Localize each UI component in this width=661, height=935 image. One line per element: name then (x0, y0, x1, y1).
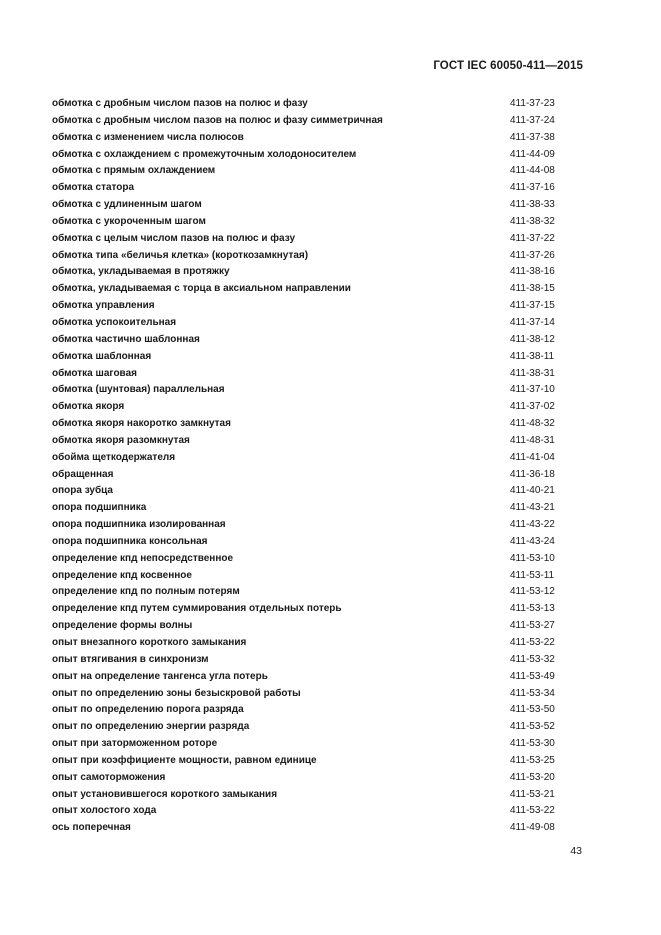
index-entry-term: опыт внезапного короткого замыкания (52, 637, 247, 648)
index-entry-code: 411-43-24 (510, 535, 555, 547)
index-entry (52, 349, 562, 366)
index-entry-term: обмотка частично шаблонная (52, 333, 200, 345)
index-entry-term: обмотка с охлаждением с промежуточным холодоносителем (52, 148, 357, 160)
index-entry (52, 770, 562, 787)
index-entry-term: обмотка с укороченным шагом (52, 215, 206, 227)
index-entry (52, 635, 562, 652)
index-entry-code: 411-38-11 (510, 350, 555, 362)
index-entry-term: опора подшипника (52, 502, 147, 514)
index-entry (52, 264, 562, 281)
index-entry (52, 180, 562, 197)
index-entry-term: обращенная (52, 468, 114, 480)
index-entry (52, 113, 562, 130)
index-entry (52, 399, 562, 416)
index-entry-term: обмотка успокоительная (52, 316, 177, 328)
index-entry-code: 411-53-13 (510, 603, 555, 615)
index-entry (52, 416, 562, 433)
index-entry (52, 433, 562, 450)
index-entry-term: опыт установившегося короткого замыкания (52, 788, 278, 800)
index-entry-code: 411-43-22 (510, 519, 555, 531)
index-entry (52, 483, 562, 500)
index-entry-code: 411-44-08 (510, 165, 555, 177)
index-entry-code: 411-53-49 (510, 670, 555, 682)
index-entry-term: обмотка якоря накоротко замкнутая (52, 418, 231, 430)
index-entry (52, 787, 562, 804)
index-entry-term: определение кпд косвенное (52, 569, 192, 581)
index-entry-term: обмотка с дробным числом пазов на полюс и фазу (52, 98, 308, 109)
index-entry-term: опыт по определению зоны безыскровой работы (52, 687, 301, 699)
index-entry-term: обмотка шаблонная (52, 350, 152, 362)
index-entry-code: 411-53-12 (510, 586, 555, 598)
index-entry-code: 411-38-31 (510, 367, 555, 379)
index-entry-code: 411-37-02 (510, 401, 555, 413)
index-entry-term: определение кпд по полным потерям (52, 586, 240, 598)
index-entry (52, 214, 562, 231)
index-entry-code: 411-53-30 (510, 738, 555, 750)
index-entry-code: 411-37-38 (510, 131, 555, 143)
index-entry-code: 411-43-21 (510, 502, 555, 514)
index-entry (52, 686, 562, 703)
index-entry-term: опыт при заторможенном роторе (52, 738, 218, 750)
index-entry-term: обмотка с удлиненным шагом (52, 199, 202, 211)
index-entry (52, 130, 562, 147)
index-entry-code: 411-48-31 (510, 434, 555, 446)
index-entry-code: 411-37-26 (510, 249, 555, 261)
index-entry-code: 411-41-04 (510, 451, 555, 463)
index-entry-code: 411-53-11 (510, 569, 555, 581)
page-number: 43 (570, 845, 582, 857)
index-entry-code: 411-37-16 (510, 182, 555, 194)
index-entry (52, 568, 562, 585)
index-entry (52, 534, 562, 551)
index-entry-code: 411-37-22 (510, 232, 555, 244)
index-entry-code: 411-37-14 (510, 316, 555, 328)
index-entry (52, 248, 562, 265)
index-entry (52, 500, 562, 517)
index-entry-code: 411-48-32 (510, 418, 555, 430)
index-entry-term: обмотка статора (52, 182, 135, 194)
index-entry (52, 618, 562, 635)
index-entry-term: опыт самоторможения (52, 771, 166, 783)
index-entry-code: 411-38-33 (510, 199, 555, 211)
index-entry-term: обойма щеткодержателя (52, 451, 176, 463)
index-entry (52, 820, 562, 837)
index-entry (52, 803, 562, 820)
index-entry (52, 147, 562, 164)
index-entry-code: 411-53-10 (510, 552, 555, 564)
index-entry-code: 411-40-21 (510, 485, 555, 497)
index-entry-term: обмотка управления (52, 300, 155, 312)
index-entry-term: опора подшипника изолированная (52, 519, 226, 531)
index-entry (52, 298, 562, 315)
document-header: ГОСТ IEC 60050-411—2015 (433, 60, 583, 72)
index-entry (52, 669, 562, 686)
index-entry (52, 163, 562, 180)
index-entry-code: 411-53-52 (510, 721, 555, 733)
index-entry-code: 411-37-24 (510, 114, 555, 126)
index-entry-code: 411-53-34 (510, 687, 555, 699)
index-entry (52, 736, 562, 753)
index-entry-code: 411-37-10 (510, 384, 555, 396)
index-entry-code: 411-53-32 (510, 653, 555, 665)
index-entry-code: 411-38-32 (510, 215, 555, 227)
index-entry-term: ось поперечная (52, 822, 131, 834)
index-entry-term: обмотка шаговая (52, 367, 137, 379)
index-entry (52, 315, 562, 332)
index-entry-term: опыт при коэффициенте мощности, равном единице (52, 754, 317, 766)
index-entry-code: 411-53-20 (510, 771, 555, 783)
index-entry-term: опыт по определению энергии разряда (52, 721, 250, 733)
index-entry-code: 411-53-50 (510, 704, 555, 716)
index-entry-term: обмотка типа «беличья клетка» (короткозамкнутая) (52, 249, 309, 261)
index-entry-code: 411-53-27 (510, 620, 555, 632)
index-entry-term: определение кпд непосредственное (52, 552, 234, 564)
index-entry-code: 411-53-22 (510, 637, 555, 648)
index-entry-term: обмотка с дробным числом пазов на полюс и фазу симметричная (52, 114, 383, 126)
index-entry (52, 332, 562, 349)
index-entry-code: 411-53-25 (510, 754, 555, 766)
index-entry-code: 411-38-16 (510, 266, 555, 278)
index-entry-term: обмотка (шунтовая) параллельная (52, 384, 225, 396)
index-entry (52, 450, 562, 467)
index-entry-term: опора подшипника консольная (52, 535, 208, 547)
index-entry (52, 96, 562, 113)
index-entry-term: определение кпд путем суммирования отдельных потерь (52, 603, 342, 615)
index-entry-code: 411-37-23 (510, 98, 555, 109)
index-entry-term: опыт холостого хода (52, 805, 157, 817)
index-entries-list (52, 96, 562, 837)
index-entry (52, 551, 562, 568)
index-entry (52, 584, 562, 601)
index-entry (52, 652, 562, 669)
index-entry-term: обмотка якоря (52, 401, 125, 413)
index-entry-term: обмотка якоря разомкнутая (52, 434, 190, 446)
index-entry (52, 753, 562, 770)
index-entry-code: 411-38-15 (510, 283, 555, 295)
index-entry-term: обмотка, укладываемая с торца в аксиальном направлении (52, 283, 351, 295)
index-entry-code: 411-36-18 (510, 468, 555, 480)
index-entry (52, 719, 562, 736)
index-entry-term: обмотка, укладываемая в протяжку (52, 266, 230, 278)
index-entry-code: 411-49-08 (510, 822, 555, 834)
index-entry (52, 197, 562, 214)
index-entry-code: 411-53-22 (510, 805, 555, 817)
index-entry (52, 366, 562, 383)
index-entry-code: 411-37-15 (510, 300, 555, 312)
index-entry-term: обмотка с прямым охлаждением (52, 165, 216, 177)
index-entry-term: опыт по определению порога разряда (52, 704, 244, 716)
index-entry (52, 702, 562, 719)
index-entry (52, 601, 562, 618)
index-entry-term: обмотка с целым числом пазов на полюс и фазу (52, 232, 296, 244)
index-entry-term: опыт втягивания в синхронизм (52, 653, 209, 665)
index-entry-code: 411-44-09 (510, 148, 555, 160)
index-entry (52, 467, 562, 484)
index-entry-term: определение формы волны (52, 620, 193, 632)
index-entry-term: опора зубца (52, 485, 113, 497)
index-entry-code: 411-53-21 (510, 788, 555, 800)
index-entry (52, 517, 562, 534)
index-entry (52, 281, 562, 298)
index-entry-term: опыт на определение тангенса угла потерь (52, 670, 268, 682)
index-entry-code: 411-38-12 (510, 333, 555, 345)
index-entry-term: обмотка с изменением числа полюсов (52, 131, 244, 143)
index-entry (52, 231, 562, 248)
index-entry (52, 382, 562, 399)
